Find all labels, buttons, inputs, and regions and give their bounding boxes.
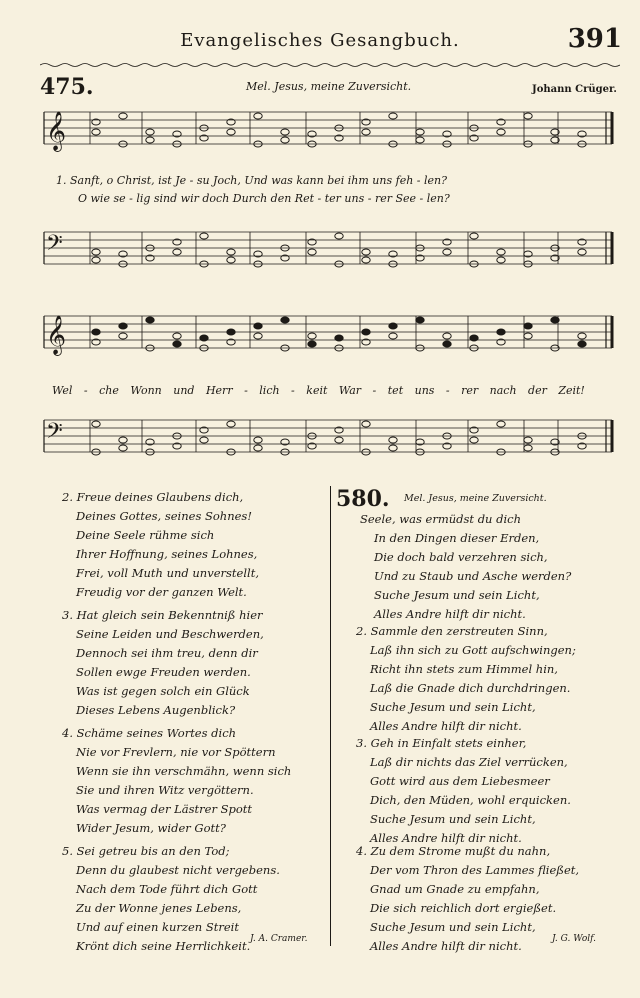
note-head: [173, 333, 181, 339]
stanza-line: Nach dem Tode führt dich Gott: [76, 882, 258, 896]
hymn-475-melody: Mel. Jesus, meine Zuversicht.: [246, 80, 412, 93]
page-number: 391: [567, 24, 622, 54]
stanza-line: Krönt dich seine Herrlichkeit.: [76, 939, 251, 953]
stanza-line: Dennoch sei ihm treu, denn dir: [76, 646, 258, 660]
stanza-4: [62, 724, 291, 838]
note-head: [497, 257, 505, 263]
stanza-line: Alles Andre hilft dir nicht.: [370, 719, 522, 733]
note-head: [524, 445, 532, 451]
note-head: [227, 129, 235, 135]
note-head: [281, 137, 289, 143]
stanza-line: Seine Leiden und Beschwerden,: [76, 627, 264, 641]
note-head: [119, 333, 127, 339]
lyric-line-2: O wie se - lig sind wir doch Durch den Ret - ter uns - rer See - len?: [78, 192, 450, 205]
note-head: [362, 249, 370, 255]
stanza-line: Suche Jesum und sein Licht,: [374, 588, 540, 602]
note-head: [119, 113, 127, 119]
note-head: [524, 333, 532, 339]
note-head: [443, 341, 451, 347]
note-head: [146, 137, 154, 143]
note-head: [308, 249, 316, 255]
note-head: [416, 317, 424, 323]
note-head: [173, 249, 181, 255]
note-head: [389, 445, 397, 451]
stanza-5: [62, 842, 280, 956]
note-head: [389, 113, 397, 119]
treble-clef-icon: 𝄞: [46, 315, 67, 355]
stanza-580-3: [356, 734, 571, 848]
stanza-line: Ihrer Hoffnung, seines Lohnes,: [76, 547, 258, 561]
stanza-line: Suche Jesum und sein Licht,: [370, 920, 536, 934]
note-head: [227, 329, 235, 335]
stanza-line: Gnad um Gnade zu empfahn,: [370, 882, 540, 896]
stanza-580-4: [356, 842, 579, 956]
stanza-line: Die sich reichlich dort ergießet.: [370, 901, 557, 915]
note-head: [578, 333, 586, 339]
note-head: [92, 257, 100, 263]
stanza-line: In den Dingen dieser Erden,: [374, 531, 540, 545]
stanza-line: Der vom Thron des Lammes fließet,: [370, 863, 580, 877]
stanza-580-1: [360, 510, 571, 624]
note-head: [389, 437, 397, 443]
hymn-580-melody: Mel. Jesus, meine Zuversicht.: [404, 493, 547, 504]
note-head: [308, 341, 316, 347]
note-head: [497, 329, 505, 335]
note-head: [497, 249, 505, 255]
stanza-line: 2. Sammle den zerstreuten Sinn,: [356, 624, 548, 638]
note-head: [119, 437, 127, 443]
note-head: [524, 323, 532, 329]
note-head: [335, 437, 343, 443]
stanza-line: Laß die Gnade dich durchdringen.: [370, 681, 571, 695]
stanza-line: Frei, voll Muth und unverstellt,: [76, 566, 259, 580]
hymn-number-475: 475.: [40, 74, 94, 100]
stanza-line: Richt ihn stets zum Himmel hin,: [370, 662, 558, 676]
note-head: [200, 233, 208, 239]
note-head: [335, 233, 343, 239]
stanza-line: Sollen ewge Freuden werden.: [76, 665, 251, 679]
note-head: [524, 437, 532, 443]
lyric-line-1: 1. Sanft, o Christ, ist Je - su Joch, Und was kann bei ihm uns feh - len?: [56, 174, 448, 187]
note-head: [146, 317, 154, 323]
note-head: [173, 341, 181, 347]
hymn-475-composer: Johann Crüger.: [532, 84, 617, 95]
bass-clef-icon: 𝄢: [46, 419, 63, 449]
note-head: [416, 129, 424, 135]
treble-clef-icon: 𝄞: [46, 111, 67, 151]
stanza-line: Deine Seele rühme sich: [76, 528, 215, 542]
column-divider: [330, 486, 331, 946]
stanza-line: 4. Zu dem Strome mußt du nahn,: [356, 844, 551, 858]
note-head: [389, 333, 397, 339]
note-head: [254, 113, 262, 119]
stanza-line: Suche Jesum und sein Licht,: [370, 812, 536, 826]
stanza-line: Und auf einen kurzen Streit: [76, 920, 239, 934]
note-head: [308, 333, 316, 339]
note-head: [227, 249, 235, 255]
stanza-line: Freudig vor der ganzen Welt.: [76, 585, 247, 599]
note-head: [92, 421, 100, 427]
lyric-line-3: Wel - che Wonn und Herr - lich - keit War - tet uns - rer nach der Zeit!: [52, 384, 585, 397]
note-head: [443, 333, 451, 339]
note-head: [254, 323, 262, 329]
note-head: [254, 333, 262, 339]
note-head: [119, 323, 127, 329]
stanza-line: Die doch bald verzehren sich,: [374, 550, 548, 564]
stanza-line: 2. Freue deines Glaubens dich,: [62, 490, 244, 504]
note-head: [578, 249, 586, 255]
stanza-line: Wider Jesum, wider Gott?: [76, 821, 226, 835]
note-head: [497, 129, 505, 135]
note-head: [389, 323, 397, 329]
stanza-line: Was vermag der Lästrer Spott: [76, 802, 253, 816]
stanza-line: Laß dir nichts das Ziel verrücken,: [370, 755, 568, 769]
note-head: [92, 129, 100, 135]
stanza-3: [62, 606, 264, 720]
note-head: [281, 129, 289, 135]
stanza-line: Deines Gottes, seines Sohnes!: [76, 509, 252, 523]
note-head: [551, 317, 559, 323]
note-head: [524, 113, 532, 119]
note-head: [470, 233, 478, 239]
stanza-line: Laß ihn sich zu Gott aufschwingen;: [370, 643, 576, 657]
note-head: [119, 445, 127, 451]
stanza-line: Suche Jesum und sein Licht,: [370, 700, 536, 714]
stanza-line: Nie vor Frevlern, nie vor Spöttern: [76, 745, 276, 759]
stanza-line: Was ist gegen solch ein Glück: [76, 684, 250, 698]
note-head: [362, 257, 370, 263]
note-head: [92, 249, 100, 255]
note-head: [200, 437, 208, 443]
stanza-2: [62, 488, 259, 602]
stanza-line: Alles Andre hilft dir nicht.: [374, 607, 526, 621]
stanza-line: Zu der Wonne jenes Lebens,: [76, 901, 242, 915]
note-head: [281, 317, 289, 323]
stanza-line: 5. Sei getreu bis an den Tod;: [62, 844, 230, 858]
note-head: [254, 445, 262, 451]
note-head: [227, 257, 235, 263]
stanza-line: Seele, was ermüdst du dich: [360, 512, 522, 526]
music-notation: [38, 100, 622, 470]
note-head: [497, 421, 505, 427]
stanza-line: Denn du glaubest nicht vergebens.: [76, 863, 280, 877]
page-header-title: Evangelisches Gesangbuch.: [180, 30, 460, 51]
stanza-line: 3. Geh in Einfalt stets einher,: [356, 736, 527, 750]
attribution-wolf: J. G. Wolf.: [552, 934, 597, 944]
note-head: [470, 335, 478, 341]
note-head: [443, 249, 451, 255]
stanza-line: Alles Andre hilft dir nicht.: [370, 831, 522, 845]
stanza-line: Wenn sie ihn verschmähn, wenn sich: [76, 764, 292, 778]
note-head: [470, 437, 478, 443]
hymn-number-580: 580.: [336, 486, 390, 512]
stanza-line: Alles Andre hilft dir nicht.: [370, 939, 522, 953]
attribution-cramer: J. A. Cramer.: [250, 934, 308, 944]
note-head: [362, 421, 370, 427]
stanza-line: 3. Hat gleich sein Bekenntniß hier: [62, 608, 263, 622]
note-head: [578, 341, 586, 347]
stanza-line: Dich, den Müden, wohl erquicken.: [370, 793, 571, 807]
bass-clef-icon: 𝄢: [46, 231, 63, 261]
note-head: [362, 129, 370, 135]
note-head: [362, 329, 370, 335]
stanza-line: Dieses Lebens Augenblick?: [76, 703, 236, 717]
stanza-line: Sie und ihren Witz vergöttern.: [76, 783, 254, 797]
note-head: [227, 421, 235, 427]
note-head: [200, 335, 208, 341]
stanza-line: Und zu Staub und Asche werden?: [374, 569, 572, 583]
stanza-line: 4. Schäme seines Wortes dich: [62, 726, 237, 740]
note-head: [146, 129, 154, 135]
note-head: [92, 329, 100, 335]
note-head: [335, 335, 343, 341]
stanza-line: Gott wird aus dem Liebesmeer: [370, 774, 550, 788]
header-rule: [40, 62, 620, 68]
note-head: [254, 437, 262, 443]
note-head: [416, 137, 424, 143]
stanza-580-2: [356, 622, 576, 736]
